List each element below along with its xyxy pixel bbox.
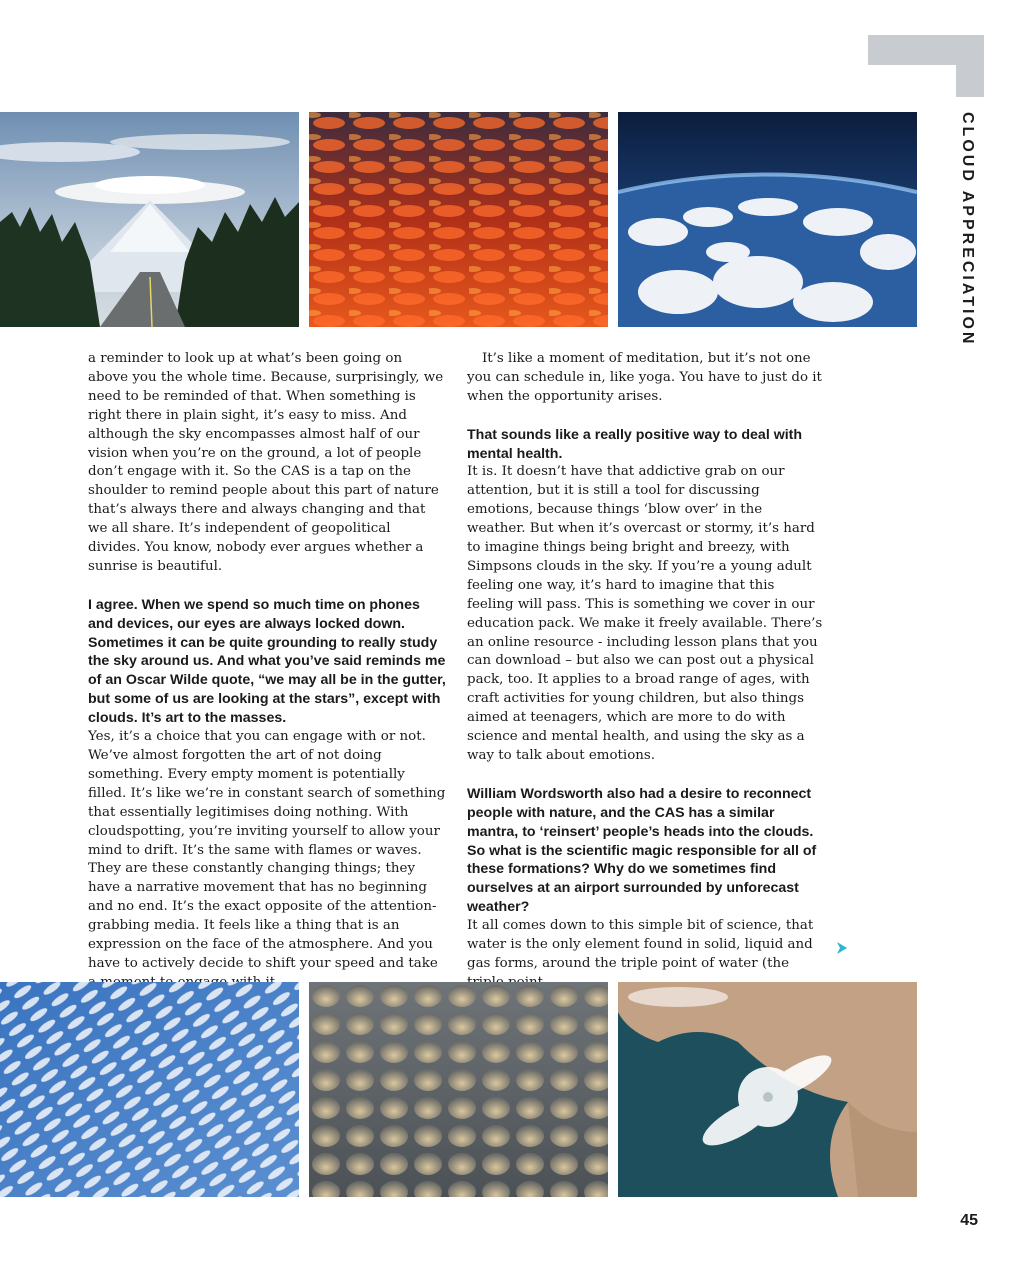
altocumulus-sky-photo (0, 982, 299, 1197)
interview-question-1: I agree. When we spend so much time on phones and devices, our eyes are always locked down. Sometimes it can be quite grounding to really study the sky around us. And what you’ve said reminds me of an Oscar Wilde quote, “we may all be in the gutter, but some of us are looking at the stars”, except with clouds. It’s art to the masses. (88, 596, 446, 727)
page-number: 45 (960, 1212, 978, 1229)
lenticular-cloud-photo (0, 112, 299, 327)
right-qa-2 (467, 426, 823, 766)
hurricane-satellite-photo (618, 982, 917, 1197)
mammatus-clouds-photo (309, 982, 608, 1197)
right-text-column (467, 350, 823, 1012)
left-qa-1 (88, 596, 446, 993)
interview-answer-3: It all comes down to this simple bit of science, that water is the only element found in solid, liquid and gas forms, around the triple point of water (the (467, 918, 814, 971)
continue-arrow-icon (836, 940, 848, 954)
left-paragraph-1: a reminder to look up at what’s been going on above you the whole time. Because, surprisingly, we need to be reminded of that. When something is right there in plain sight, it’s easy to miss. And although the sky encompasses almost half of our vision when you’re on the ground, a lot of people don’t engage with it. So the CAS is a tap on the shoulder to remind people about this part of nature that’s always there and always changing and that we all share. It’s independent of geopolitical divides. You know, nobody ever argues whether a sunrise is beautiful. (88, 351, 444, 574)
interview-answer-1: Yes, it’s a choice that you can engage with or not. We’ve almost forgotten the art of not doing something. Every empty moment is potentially filled. It’s like we’re in constant search of something that essentially legitimises doing nothing. With cloudspotting, you’re inviting yourself to allow your mind to drift. It’s the same with flames or waves. They are these constantly changing things; they have a narrative movement that has no beginning and no end. It’s the exact opposite of the attention-grabbing media. It feels like a thing that is an expression on the face of the atmosphere. And you have to actively decide to shift your speed and take (88, 729, 446, 971)
interview-question-3: William Wordsworth also had a desire to reconnect people with nature, and the CAS has a similar mantra, to ‘reinsert’ people’s heads into the clouds. So what is the scientific magic responsible for all of these formations? Why do we sometimes find ourselves at an airport surrounded by unforecast weather? (467, 785, 817, 916)
right-qa-3 (467, 785, 823, 993)
earth-orbit-clouds-photo (618, 112, 917, 327)
right-paragraph-1: It’s like a moment of meditation, but it’s not one you can schedule in, like yoga. You have to just do it when the opportunity arises. (467, 351, 822, 404)
section-label: CLOUD APPRECIATION (959, 112, 976, 347)
interview-answer-2: It is. It doesn’t have that addictive grab on our attention, but it is still a tool for discussing emotions, because things ‘blow over’ in the weather. But when it’s overcast or stormy, it’s hard to imagine things being bright and breezy, with Simpsons clouds in the sky. If you’re a young adult feeling one way, it’s hard to imagine that this feeling will pass. This is something we cover in our education pack. We make it freely available. There’s an online resource - including lesson plans that you can download – but also we can post out a physical pack, too. It applies to a broad range of ages, with craft activities for young children, but also things aimed at teenagers, which are more to do with science and mental health, and using the sky as a way to talk about emotions. (467, 464, 823, 764)
interview-question-2: That sounds like a really positive way to deal with mental health. (467, 426, 803, 462)
left-text-column (88, 350, 446, 1012)
red-sunset-clouds-photo (309, 112, 608, 327)
corner-tab-decoration (868, 35, 984, 97)
